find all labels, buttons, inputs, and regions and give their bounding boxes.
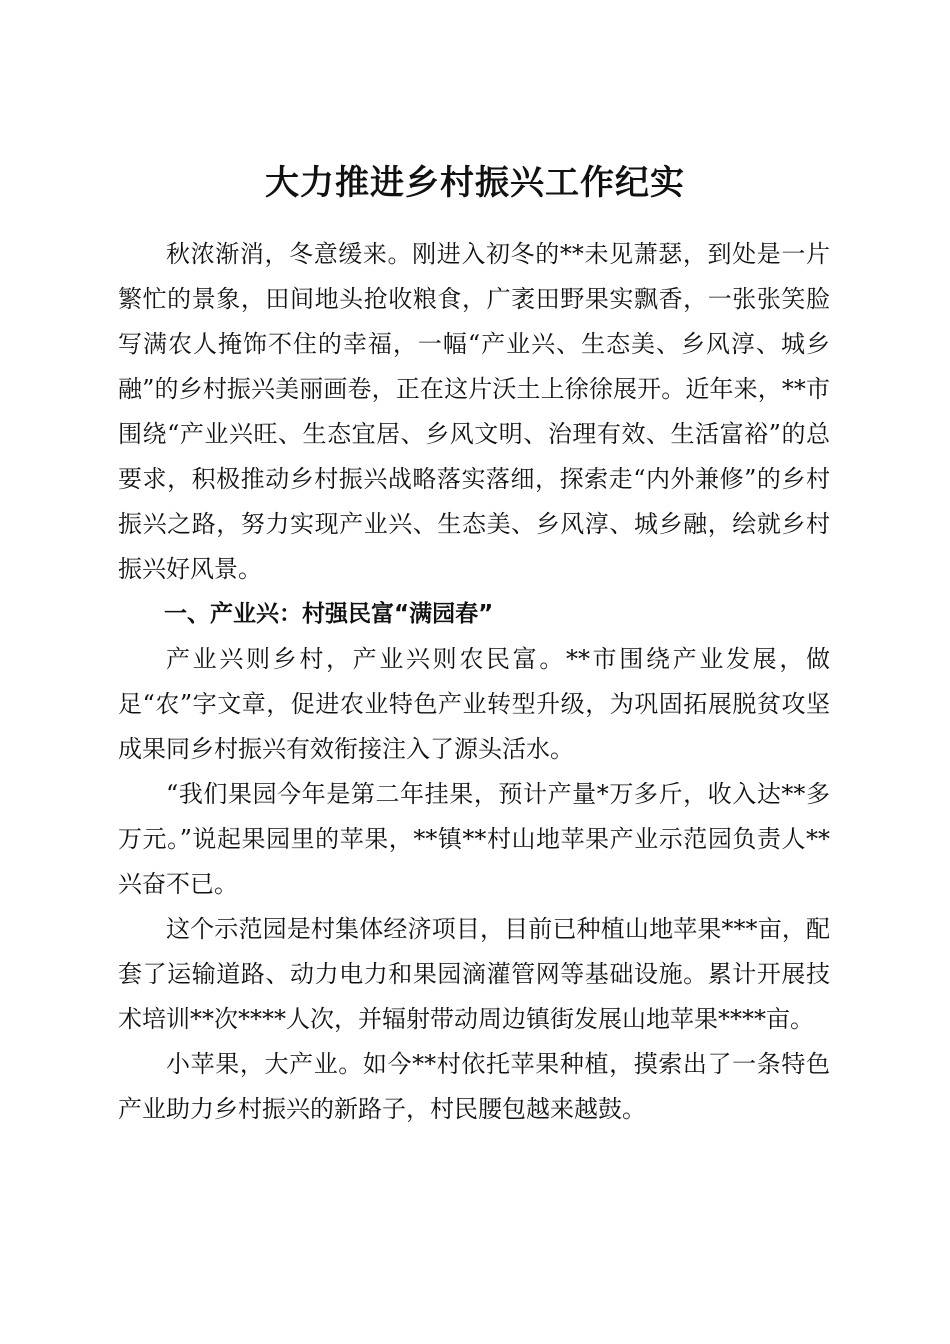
section-paragraph-2: “我们果园今年是第二年挂果，预计产量*万多斤，收入达**多万元。”说起果园里的苹果，**镇**村山地苹果产业示范园负责人**兴奋不已。: [118, 780, 830, 898]
section-paragraph-4: 小苹果，大产业。如今**村依托苹果种植，摸索出了一条特色产业助力乡村振兴的新路子，村民腰包越来越鼓。: [118, 1050, 830, 1123]
section-paragraph-1: 产业兴则乡村，产业兴则农民富。**市围绕产业发展，做足“农”字文章，促进农业特色产业转型升级，为巩固拓展脱贫攻坚成果同乡村振兴有效衔接注入了源头活水。: [118, 645, 830, 763]
intro-paragraph: 秋浓渐消，冬意缓来。刚进入初冬的**未见萧瑟，到处是一片繁忙的景象，田间地头抢收粮食，广袤田野果实飘香，一张张笑脸写满农人掩饰不住的幸福，一幅“产业兴、生态美、乡风淳、城乡融”的乡村振兴美丽画卷，正在这片沃土上徐徐展开。近年来，**市围绕“产业兴旺、生态宜居、乡风文明、治理有效、生活富裕”的总要求，积极推动乡村振兴战略落实落细，探索走“内外兼修”的乡村振兴之路，努力实现产业兴、生态美、乡风淳、城乡融，绘就乡村振兴好风景。: [118, 240, 830, 583]
section-paragraph-3: 这个示范园是村集体经济项目，目前已种植山地苹果***亩，配套了运输道路、动力电力和果园滴灌管网等基础设施。累计开展技术培训**次****人次，并辐射带动周边镇街发展山地苹果****亩。: [118, 915, 830, 1033]
document-body: [118, 232, 830, 1132]
page-title: 大力推进乡村振兴工作纪实: [265, 162, 685, 203]
section-heading: 一、产业兴：村强民富“满园春”: [164, 601, 494, 627]
